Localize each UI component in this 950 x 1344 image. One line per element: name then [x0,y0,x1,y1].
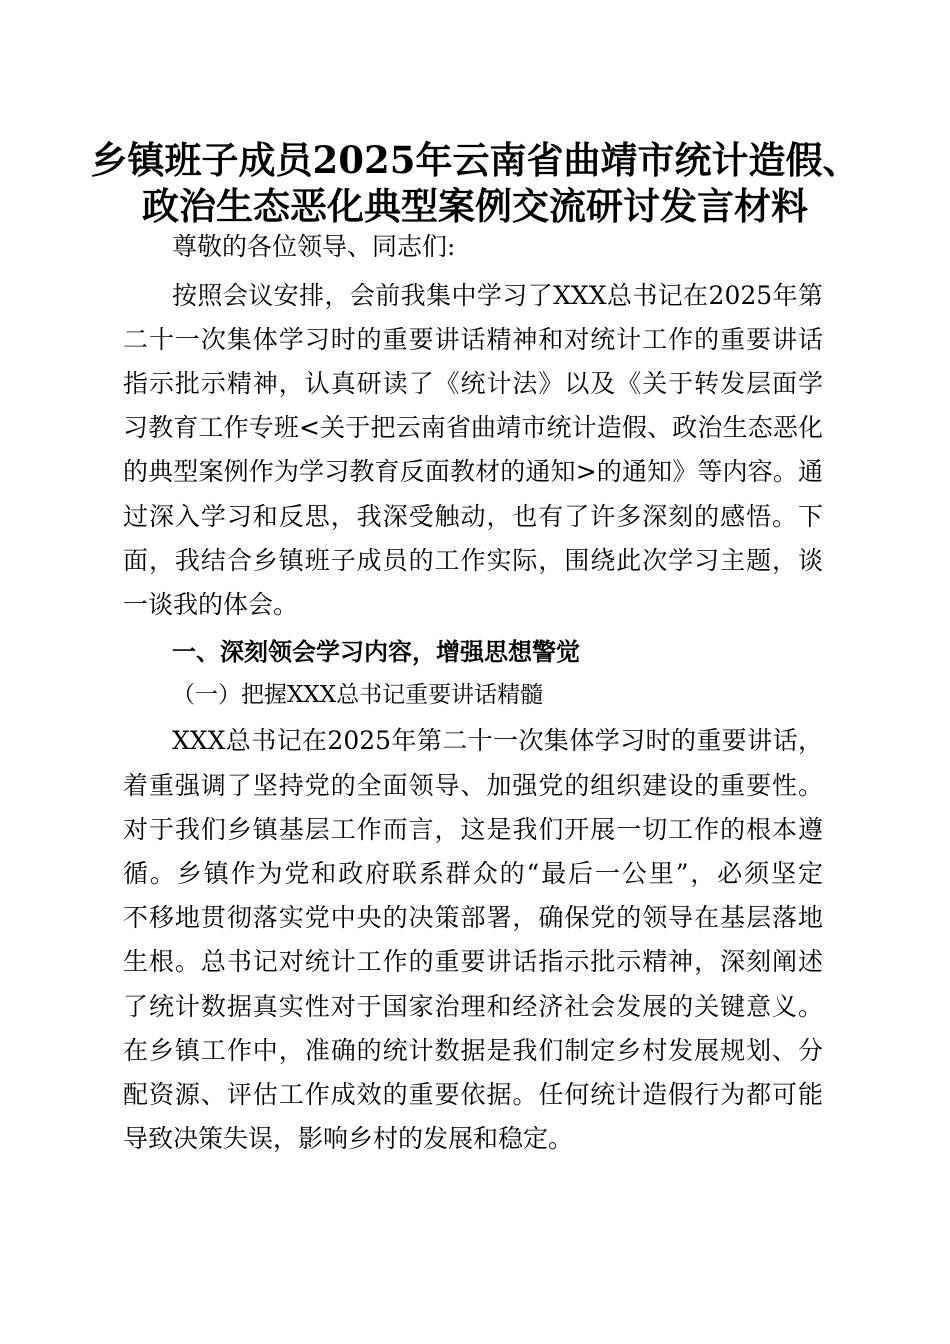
salutation: 尊敬的各位领导、同志们: [172,232,456,261]
paragraph-line: 对于我们乡镇基层工作而言，这是我们开展一切工作的根本遵 [123,815,823,844]
paragraph-line: 生根。总书记对统计工作的重要讲话指示批示精神，深刻阐述 [123,947,823,976]
subsection-heading-1: （一）把握XXX总书记重要讲话精髓 [172,682,544,708]
document-title-line-2: 政治生态恶化典型案例交流研讨发言材料 [142,184,808,228]
paragraph-line: 循。乡镇作为党和政府联系群众的“最后一公里”，必须坚定 [123,859,823,888]
paragraph-line: 在乡镇工作中，准确的统计数据是我们制定乡村发展规划、分 [123,1036,823,1065]
paragraph-line: 导致决策失误，影响乡村的发展和稳定。 [123,1124,574,1153]
paragraph-line: 不移地贯彻落实党中央的决策部署，确保党的领导在基层落地 [123,903,823,932]
paragraph-line: 二十一次集体学习时的重要讲话精神和对统计工作的重要讲话 [123,325,823,354]
paragraph-line: 按照会议安排，会前我集中学习了XXX总书记在2025年第 [172,281,823,310]
paragraph-line: 配资源、评估工作成效的重要依据。任何统计造假行为都可能 [123,1080,823,1109]
paragraph-line: 过深入学习和反思，我深受触动，也有了许多深刻的感悟。下 [123,502,823,531]
paragraph-line: 指示批示精神，认真研读了《统计法》以及《关于转发层面学 [123,369,823,398]
paragraph-line: XXX总书记在2025年第二十一次集体学习时的重要讲话， [172,726,823,755]
paragraph-line: 了统计数据真实性对于国家治理和经济社会发展的关键意义。 [123,992,823,1021]
paragraph-line: 的典型案例作为学习教育反面教材的通知>的通知》等内容。通 [123,457,823,486]
paragraph-line: 面，我结合乡镇班子成员的工作实际，围绕此次学习主题，谈 [123,546,823,575]
paragraph-line: 习教育工作专班<关于把云南省曲靖市统计造假、政治生态恶化 [123,413,823,442]
document-title-line-1: 乡镇班子成员2025年云南省曲靖市统计造假、 [90,138,860,182]
section-heading-1: 一、深刻领会学习内容，增强思想警觉 [172,638,580,666]
paragraph-line: 着重强调了坚持党的全面领导、加强党的组织建设的重要性。 [123,771,823,800]
paragraph-line: 一谈我的体会。 [123,590,299,619]
